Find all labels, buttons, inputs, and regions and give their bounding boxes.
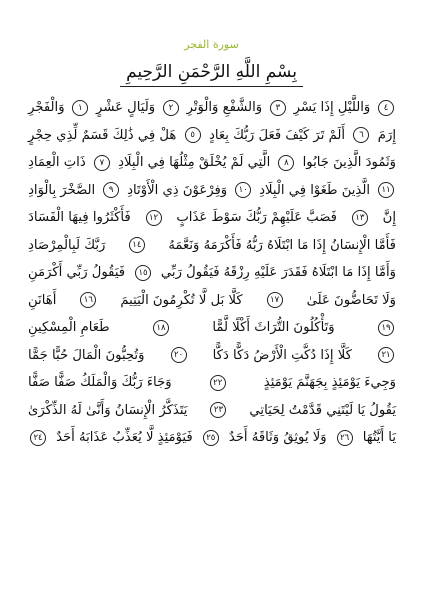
verse-text: كَلَّا إِذَا دُكَّتِ الْأَرْضُ دَكًّا دَكًّا [212, 347, 352, 363]
verse-text: وَالْفَجْرِ [28, 100, 65, 116]
verse-text: إِنَّ [382, 210, 396, 226]
verse-text: أَلَمْ تَرَ كَيْفَ فَعَلَ رَبُّكَ بِعَادٍ [209, 127, 346, 143]
ayah-number-marker: ١٧ [267, 292, 283, 308]
ayah-number-marker: ٥ [185, 127, 201, 143]
ayah-number-marker: ٧ [94, 155, 110, 171]
ayah-number-marker: ٦ [353, 127, 369, 143]
ayah-number-marker: ٢٥ [203, 430, 219, 446]
verse-text: وَلَيَالٍ عَشْرٍ [96, 100, 156, 116]
ayah-number-marker: ٢٦ [337, 430, 353, 446]
verse-text: رَبَّكَ لَبِالْمِرْصَادِ [28, 237, 106, 253]
verse-text: وَثَمُودَ الَّذِينَ جَابُوا [302, 155, 396, 171]
verse-text: يَقُولُ يَا لَيْتَنِي قَدَّمْتُ لِحَيَاتِي [249, 402, 396, 418]
ayah-number-marker: ٤ [378, 100, 394, 116]
verse-text: يَتَذَكَّرُ الْإِنسَانُ وَأَنَّىٰ لَهُ الذِّكْرَىٰ [28, 402, 188, 418]
ayah-number-marker: ١٤ [129, 237, 145, 253]
verse-text: وَلَا يُوثِقُ وَثَاقَهُ أَحَدٌ [228, 430, 327, 446]
verse-line [28, 122, 396, 150]
verse-line [28, 314, 396, 342]
ayah-number-marker: ٩ [103, 182, 119, 198]
verse-line [28, 259, 396, 287]
verse-text: وَجَاءَ رَبُّكَ وَالْمَلَكُ صَفًّا صَفًّا [28, 375, 172, 391]
verse-line [28, 287, 396, 315]
ayah-number-marker: ١٠ [235, 182, 251, 198]
ayah-number-marker: ٢٣ [210, 402, 226, 418]
verse-line [28, 177, 396, 205]
ayah-number-marker: ١٨ [153, 320, 169, 336]
basmala: بِسْمِ اللَّهِ الرَّحْمَنِ الرَّحِيمِ [126, 62, 297, 82]
ayah-number-marker: ٢١ [378, 347, 394, 363]
verse-line [28, 149, 396, 177]
verse-line [28, 342, 396, 370]
verse-text: وَلَا تَحَاضُّونَ عَلَىٰ [306, 292, 396, 308]
verse-line [28, 424, 396, 452]
verse-text: وَفِرْعَوْنَ ذِي الْأَوْتَادِ [127, 182, 228, 198]
ayah-number-marker: ٢٢ [210, 375, 226, 391]
ayah-number-marker: ١٩ [378, 320, 394, 336]
ayah-number-marker: ١ [72, 100, 88, 116]
verse-text: فَصَبَّ عَلَيْهِمْ رَبُّكَ سَوْطَ عَذَابٍ [176, 210, 337, 226]
verse-text: ذَاتِ الْعِمَادِ [28, 155, 86, 171]
verse-text: وَتَأْكُلُونَ التُّرَاثَ أَكْلًا لَّمًّا [212, 320, 335, 336]
verse-text: الَّذِينَ طَغَوْا فِي الْبِلَادِ [259, 182, 371, 198]
ayah-number-marker: ١٥ [135, 265, 151, 281]
verse-text: الصَّخْرَ بِالْوَادِ [28, 182, 96, 198]
ayah-number-marker: ٨ [278, 155, 294, 171]
verse-text: كَلَّا بَل لَّا تُكْرِمُونَ الْيَتِيمَ [120, 292, 243, 308]
ayah-number-marker: ١٣ [352, 210, 368, 226]
verse-text: فَأَكْثَرُوا فِيهَا الْفَسَادَ [28, 210, 131, 226]
verse-line [28, 204, 396, 232]
verse-line [28, 94, 396, 122]
verse-line [28, 397, 396, 425]
ayah-number-marker: ١١ [378, 182, 394, 198]
verse-line [28, 232, 396, 260]
ayah-number-marker: ١٦ [80, 292, 96, 308]
basmala-underline [120, 86, 303, 87]
verse-text: هَلْ فِي ذَٰلِكَ قَسَمٌ لِّذِي حِجْرٍ [28, 127, 177, 143]
verse-text: وَاللَّيْلِ إِذَا يَسْرِ [293, 100, 371, 116]
verse-lines [28, 94, 396, 452]
verse-text: أَهَانَنِ [28, 292, 57, 308]
verse-text: يَا أَيَّتُهَا [362, 430, 396, 446]
verse-text: وَتُحِبُّونَ الْمَالَ حُبًّا جَمًّا [28, 347, 145, 363]
verse-text: إِرَمَ [377, 127, 396, 143]
verse-text: وَالشَّفْعِ وَالْوَتْرِ [186, 100, 263, 116]
ayah-number-marker: ٢٤ [30, 430, 46, 446]
verse-text: فَأَمَّا الْإِنسَانُ إِذَا مَا ابْتَلَاهُ رَبُّهُ فَأَكْرَمَهُ وَنَعَّمَهُ [168, 237, 396, 253]
ayah-number-marker: ١٢ [146, 210, 162, 226]
verse-text: وَجِيءَ يَوْمَئِذٍ بِجَهَنَّمَ يَوْمَئِذٍ [263, 375, 396, 391]
verse-line [28, 369, 396, 397]
verse-text: فَيَوْمَئِذٍ لَّا يُعَذِّبُ عَذَابَهُ أَحَدٌ [56, 430, 193, 446]
ayah-number-marker: ٢ [163, 100, 179, 116]
verse-text: فَيَقُولُ رَبِّي أَكْرَمَنِ [28, 265, 126, 281]
verse-text: طَعَامِ الْمِسْكِينِ [28, 320, 110, 336]
verse-text: الَّتِي لَمْ يُخْلَقْ مِثْلُهَا فِي الْبِلَادِ [118, 155, 271, 171]
ayah-number-marker: ٣ [270, 100, 286, 116]
ayah-number-marker: ٢٠ [171, 347, 187, 363]
surah-title: سورة الفجر [184, 38, 239, 51]
verse-text: وَأَمَّا إِذَا مَا ابْتَلَاهُ فَقَدَرَ عَلَيْهِ رِزْقَهُ فَيَقُولُ رَبِّي [160, 265, 396, 281]
